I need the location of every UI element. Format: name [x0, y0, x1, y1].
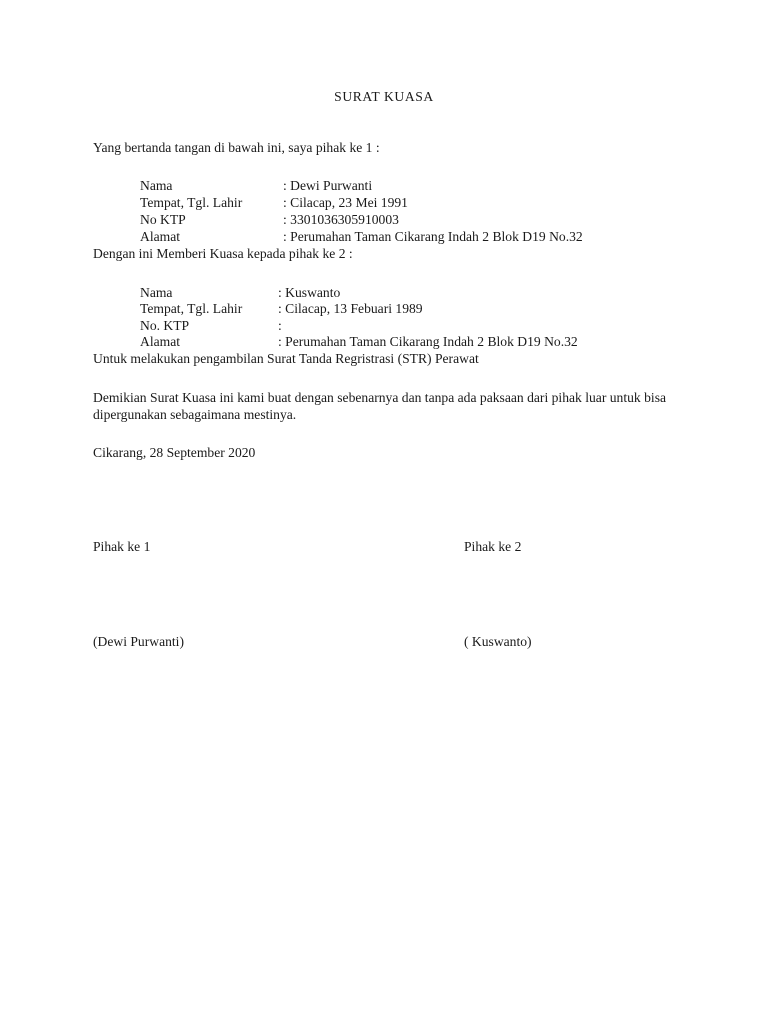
purpose-text: Untuk melakukan pengambilan Surat Tanda Regristrasi (STR) Perawat	[93, 351, 479, 366]
party1-address-label: Alamat	[140, 229, 181, 244]
party1-ktp-value: : 3301036305910003	[283, 212, 399, 227]
party2-ktp-label: No. KTP	[140, 318, 190, 333]
place-date: Cikarang, 28 September 2020	[93, 445, 256, 460]
signature-left-role: Pihak ke 1	[93, 539, 151, 554]
party1-name-value: : Dewi Purwanti	[283, 178, 373, 193]
party2-name-label: Nama	[140, 285, 173, 300]
closing-paragraph: Demikian Surat Kuasa ini kami buat dengan sebenarnya dan tanpa ada paksaan dari pihak luar untuk bisa dipergunakan sebagaimana mestinya.	[93, 390, 667, 422]
transfer-line: Dengan ini Memberi Kuasa kepada pihak ke 2 :	[93, 246, 353, 261]
party1-name-label: Nama	[140, 178, 173, 193]
party2-address-label: Alamat	[140, 334, 181, 349]
party1-birth-value: : Cilacap, 23 Mei 1991	[283, 195, 408, 210]
party1-ktp-label: No KTP	[140, 212, 186, 227]
party1-address-value: : Perumahan Taman Cikarang Indah 2 Blok D19 No.32	[283, 229, 583, 244]
party2-name-value: : Kuswanto	[278, 285, 341, 300]
signature-right-name: ( Kuswanto)	[464, 634, 532, 649]
intro-text: Yang bertanda tangan di bawah ini, saya pihak ke 1 :	[93, 140, 380, 155]
party2-ktp-value: :	[278, 318, 282, 333]
document-title: SURAT KUASA	[334, 89, 434, 104]
party2-birth-label: Tempat, Tgl. Lahir	[140, 301, 243, 316]
signature-left-name: (Dewi Purwanti)	[93, 634, 184, 649]
signature-right-role: Pihak ke 2	[464, 539, 522, 554]
party2-birth-value: : Cilacap, 13 Febuari 1989	[278, 301, 423, 316]
party1-birth-label: Tempat, Tgl. Lahir	[140, 195, 243, 210]
party2-address-value: : Perumahan Taman Cikarang Indah 2 Blok D19 No.32	[278, 334, 578, 349]
